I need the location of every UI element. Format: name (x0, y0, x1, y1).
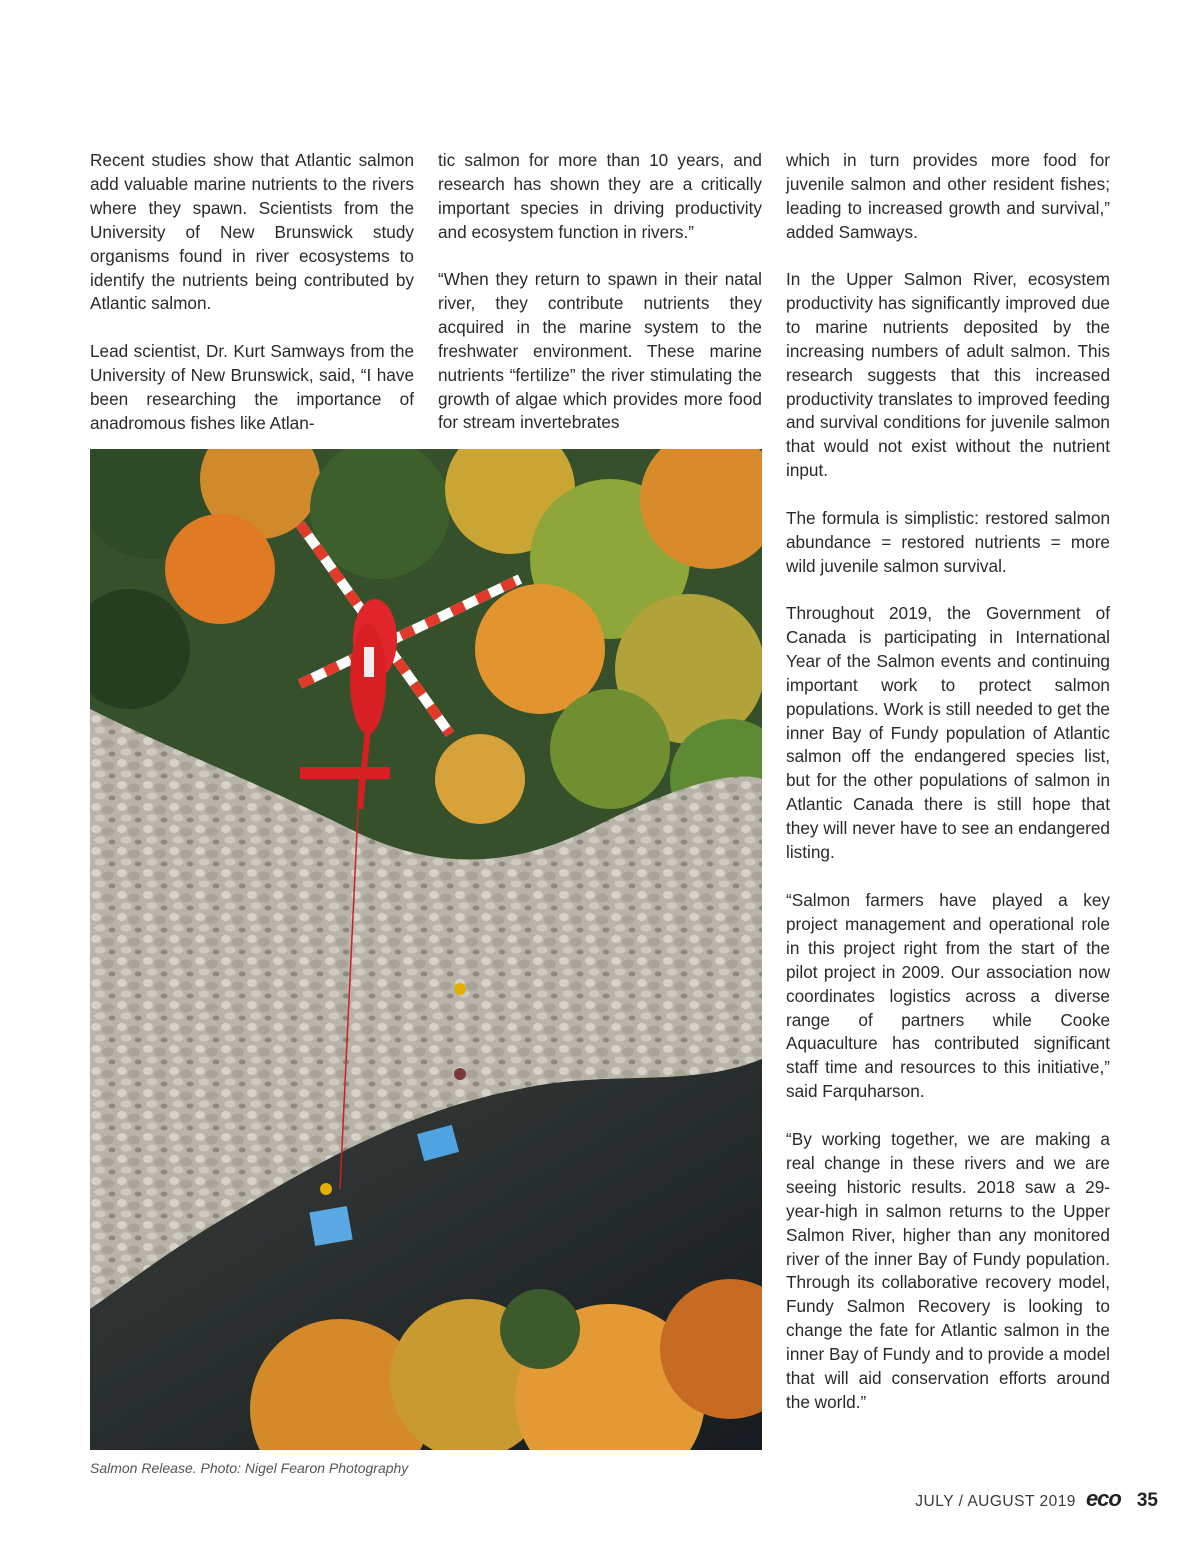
col2-paragraph-1: tic salmon for more than 10 years, and research has shown they are a critically important species in driving productivity and ecosystem function in rivers.” (438, 150, 762, 242)
issue-date: JULY / AUGUST 2019 (915, 1493, 1076, 1510)
photo-caption: Salmon Release. Photo: Nigel Fearon Photography (90, 1460, 409, 1476)
crate-2 (309, 1206, 352, 1246)
magazine-logo: eco (1085, 1486, 1121, 1511)
col2-paragraph-2: “When they return to spawn in their natal river, they contribute nutrients they acquired in the marine system to the freshwater environment. These marine nutrients “fertilize” the river stimulating the growth of algae which provides more food for stream invertebrates (438, 269, 762, 433)
col1-paragraph-1: Recent studies show that Atlantic salmon add valuable marine nutrients to the rivers where they spawn. Scientists from the University of New Brunswick study organisms found in river ecosystems to identify the nutrients being contributed by Atlantic salmon. (90, 150, 414, 314)
page-footer (915, 1486, 1158, 1512)
col3-paragraph-2: In the Upper Salmon River, ecosystem productivity has significantly improved due to marine nutrients deposited by the increasing numbers of adult salmon. This research suggests that this increased productivity translates to improved feeding and survival conditions for juvenile salmon that would not exist without the nutrient input. (786, 269, 1110, 481)
worker-2 (454, 1068, 466, 1080)
col3-paragraph-4: Throughout 2019, the Government of Canada is participating in International Year of the Salmon events and continuing important work to protect salmon populations. Work is still needed to get the inner Bay of Fundy population of Atlantic salmon off the endangered species list, but for the other populations of salmon in Atlantic Canada there is still hope that they will never have to see an endangered listing. (786, 603, 1110, 863)
worker-1 (454, 983, 466, 995)
col3-paragraph-3: The formula is simplistic: restored salmon abundance = restored nutrients = more wild juvenile salmon survival. (786, 508, 1110, 576)
aerial-photo-helicopter-river (90, 449, 762, 1450)
page-number: 35 (1136, 1490, 1158, 1511)
col1-paragraph-2: Lead scientist, Dr. Kurt Samways from the University of New Brunswick, said, “I have been researching the importance of anadromous fishes like Atlan- (90, 341, 414, 433)
col3-paragraph-1: which in turn provides more food for juvenile salmon and other resident fishes; leading to increased growth and survival,” added Samways. (786, 150, 1110, 242)
col3-paragraph-6: “By working together, we are making a real change in these rivers and we are seeing historic results. 2018 saw a 29-year-high in salmon returns to the Upper Salmon River, higher than any monitored river of the inner Bay of Fundy population. Through its collaborative recovery model, Fundy Salmon Recovery is looking to change the fate for Atlantic salmon in the inner Bay of Fundy and to provide a model that will aid conservation efforts around the world.” (786, 1129, 1110, 1412)
col3-paragraph-5: “Salmon farmers have played a key project management and operational role in this project right from the start of the pilot project in 2009. Our association now coordinates logistics across a diverse range of partners while Cooke Aquaculture has contributed significant staff time and resources to this initiative,” said Farquharson. (786, 890, 1110, 1102)
worker-3 (320, 1183, 332, 1195)
